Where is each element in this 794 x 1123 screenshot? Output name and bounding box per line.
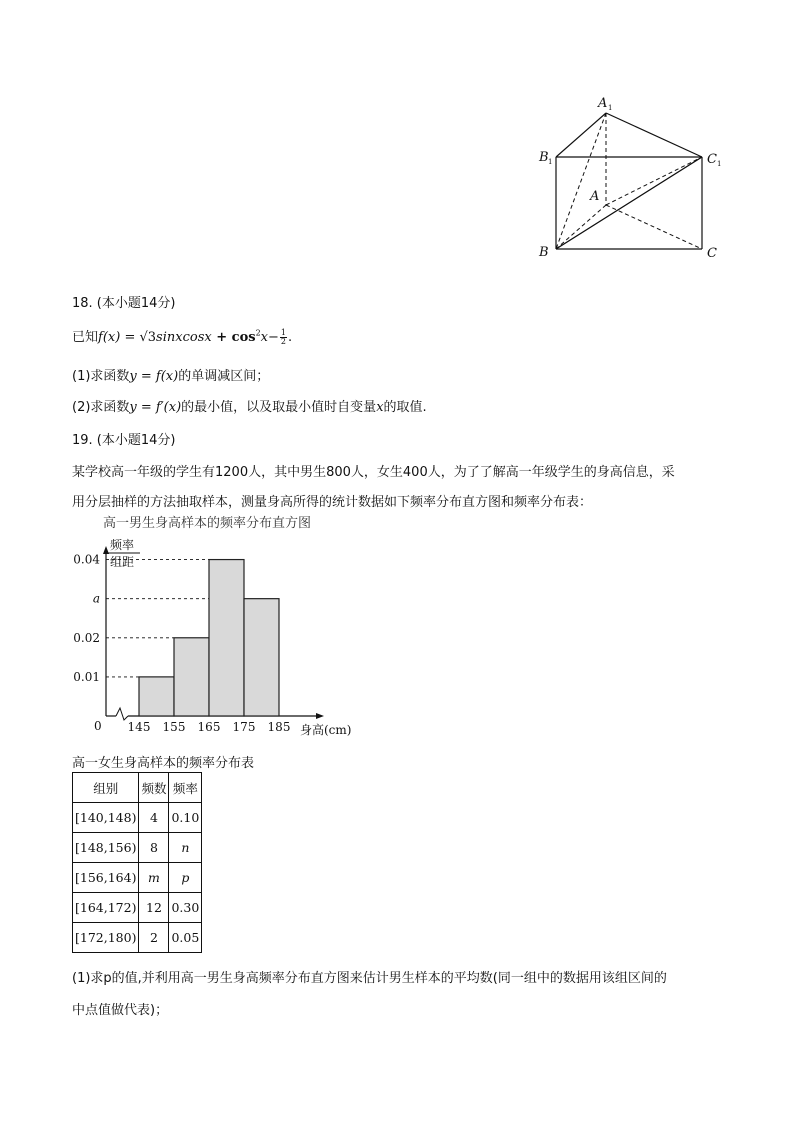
q18-stmt-x: x <box>260 330 268 345</box>
edge-a-c1-hidden <box>606 157 702 205</box>
prism-figure <box>530 90 730 265</box>
label-a: A <box>590 189 600 204</box>
histogram-bar <box>209 560 244 716</box>
q18-frac-num: 1 <box>280 328 286 337</box>
cell-group: [148,156) <box>73 833 139 863</box>
edge-a-c-hidden <box>606 205 702 249</box>
cell-frequency: 0.10 <box>169 803 202 833</box>
label-a1-sub: 1 <box>608 104 613 112</box>
cell-count: 12 <box>139 893 169 923</box>
chart-title: 高一男生身高样本的频率分布直方图 <box>103 516 312 531</box>
label-b1: B <box>539 150 549 165</box>
q18-part2-math: y = f′(x) <box>129 400 182 415</box>
x-tick-label: 145 <box>127 720 151 734</box>
edge-a1-b1 <box>556 113 606 157</box>
q18-part1-math: y = f(x) <box>129 369 179 384</box>
cell-frequency: p <box>169 863 202 893</box>
cell-count: 8 <box>139 833 169 863</box>
q18-frac-den: 2 <box>280 337 286 346</box>
label-b1-sub: 1 <box>548 158 553 166</box>
q18-part2-a: (2)求函数 <box>72 400 130 415</box>
edge-a1-b-hidden <box>556 113 606 249</box>
q18-fraction <box>280 329 287 346</box>
edge-b-c1-extra <box>556 157 702 249</box>
table-row <box>73 893 202 923</box>
y-tick-label: 0.02 <box>73 630 100 645</box>
y-tick-label: a <box>92 591 100 606</box>
histogram-chart <box>60 510 370 745</box>
q19-sub1-line2: 中点值做代表)； <box>72 1003 169 1018</box>
q18-statement <box>72 326 292 346</box>
x-axis-label: 身高(cm) <box>300 723 352 737</box>
x-axis-break <box>116 708 128 720</box>
table-row <box>73 803 202 833</box>
header-frequency: 频率 <box>169 773 202 803</box>
cell-frequency: n <box>169 833 202 863</box>
q18-stmt-plus: + cos <box>211 330 256 345</box>
q18-stmt-sup: 2 <box>255 328 261 338</box>
cell-group: [164,172) <box>73 893 139 923</box>
q18-stmt-end: . <box>288 330 293 345</box>
q18-stmt-prefix: 已知 <box>72 330 99 345</box>
cell-count: m <box>139 863 169 893</box>
histogram-bar <box>174 638 209 716</box>
q19-title: 19. (本小题14分) <box>72 433 176 448</box>
edge-a-b-hidden <box>556 205 606 249</box>
label-c1-sub: 1 <box>717 160 722 168</box>
q19-para-line2: 用分层抽样的方法抽取样本，测量身高所得的统计数据如下频率分布直方图和频率分布表： <box>72 495 593 510</box>
histogram-bar <box>139 677 174 716</box>
table-row <box>73 863 202 893</box>
q18-part1-a: (1)求函数 <box>72 369 130 384</box>
cell-group: [172,180) <box>73 923 139 953</box>
q18-part2-c: 的取值. <box>383 400 427 415</box>
edge-a1-c1 <box>606 113 702 157</box>
q18-part2-b: 的最小值，以及取最小值时自变量 <box>181 400 377 415</box>
q18-part1 <box>72 365 269 384</box>
x-axis-arrow <box>316 713 324 719</box>
cell-count: 2 <box>139 923 169 953</box>
q18-stmt-f: f(x) <box>98 330 121 345</box>
label-c1: C <box>707 152 717 167</box>
origin-label: 0 <box>94 719 102 733</box>
table-row <box>73 923 202 953</box>
cell-group: [156,164) <box>73 863 139 893</box>
cell-count: 4 <box>139 803 169 833</box>
q18-stmt-minus: − <box>268 330 279 345</box>
table-caption: 高一女生身高样本的频率分布表 <box>72 756 255 771</box>
cell-group: [140,148) <box>73 803 139 833</box>
label-a1: A <box>598 96 608 111</box>
x-tick-label: 165 <box>197 720 221 734</box>
y-label-denominator: 组距 <box>110 555 135 569</box>
header-group: 组别 <box>73 773 139 803</box>
x-tick-label: 155 <box>162 720 186 734</box>
frequency-table <box>72 772 202 953</box>
label-b: B <box>539 245 549 260</box>
q18-stmt-term1: sinxcosx <box>156 330 212 345</box>
x-tick-label: 175 <box>232 720 256 734</box>
histogram-bar <box>244 599 279 716</box>
cell-frequency: 0.30 <box>169 893 202 923</box>
q19-sub1-line1: (1)求p的值,并利用高一男生身高频率分布直方图来估计男生样本的平均数(同一组中的数据用该组区间的 <box>72 971 667 986</box>
table-row <box>73 833 202 863</box>
header-count: 频数 <box>139 773 169 803</box>
y-tick-label: 0.01 <box>73 669 100 684</box>
q18-title: 18. (本小题14分) <box>72 296 176 311</box>
q18-part2-var: x <box>376 400 384 415</box>
q19-para-line1: 某学校高一年级的学生有1200人，其中男生800人，女生400人，为了了解高一年级学生的身高信息，采 <box>72 465 675 480</box>
q18-part2 <box>72 396 427 415</box>
table-header-row <box>73 773 202 803</box>
q18-stmt-sqrt: √3 <box>139 330 157 345</box>
y-label-numerator: 频率 <box>110 538 135 552</box>
y-tick-label: 0.04 <box>73 552 100 567</box>
label-c: C <box>707 246 717 261</box>
x-tick-label: 185 <box>267 720 291 734</box>
q18-stmt-eq: = <box>120 330 140 345</box>
y-axis-arrow <box>103 546 109 554</box>
q18-part1-b: 的单调减区间； <box>178 369 270 384</box>
cell-frequency: 0.05 <box>169 923 202 953</box>
